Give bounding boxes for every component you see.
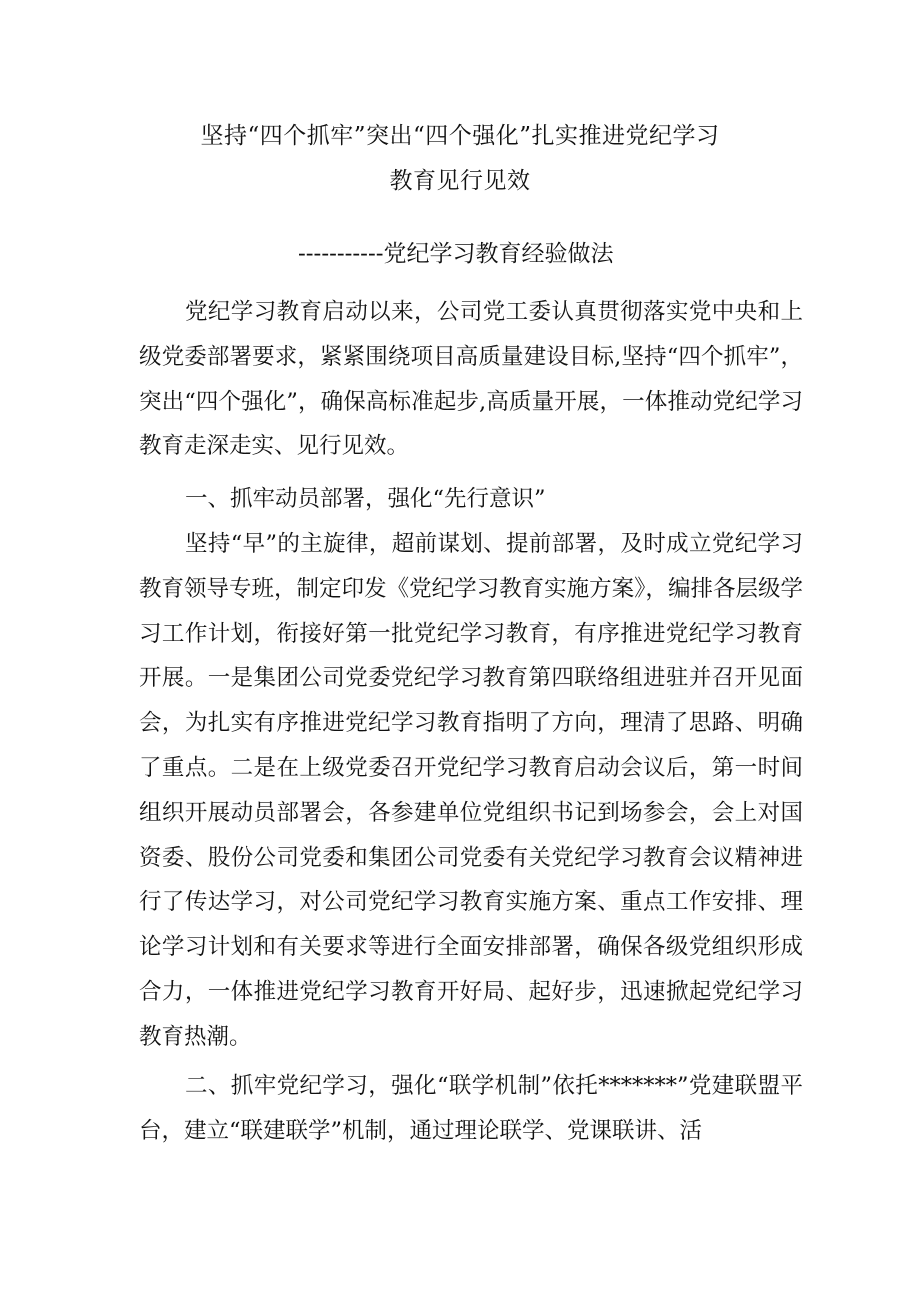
document-title-line1: 坚持“四个抓牢”突出“四个强化”扎实推进党纪学习 — [200, 123, 720, 149]
intro-paragraph: 党纪学习教育启动以来，公司党工委认真贯彻落实党中央和上级党委部署要求，紧紧围绕项目高质量建设目标,坚持“四个抓牢”，突出“四个强化”，确保高标准起步,高质量开展，一体推动党纪学习教育走深走实、见行见效。 — [139, 299, 803, 460]
section-heading-1: 一、抓牢动员部署，强化“先行意识” — [185, 486, 546, 512]
section-2-paragraph: 二、抓牢党纪学习，强化“联学机制”依托*******”党建联盟平台，建立“联建联学”机制，通过理论联学、党课联讲、活 — [139, 1073, 803, 1144]
document-subtitle: -----------党纪学习教育经验做法 — [298, 241, 614, 267]
section-1-paragraph: 坚持“早”的主旋律，超前谋划、提前部署，及时成立党纪学习教育领导专班，制定印发《党纪学习教育实施方案》，编排各层级学习工作计划，衔接好第一批党纪学习教育，有序推进党纪学习教育开展。一是集团公司党委党纪学习教育第四联络组进驻并召开见面会，为扎实有序推进党纪学习教育指明了方向，理清了思路、明确了重点。二是在上级党委召开党纪学习教育启动会议后，第一时间组织开展动员部署会，各参建单位党组织书记到场参会，会上对国资委、股份公司党委和集团公司党委有关党纪学习教育会议精神进行了传达学习，对公司党纪学习教育实施方案、重点工作安排、理论学习计划和有关要求等进行全面安排部署，确保各级党组织形成合力，一体推进党纪学习教育开好局、起好步，迅速掀起党纪学习教育热潮。 — [139, 531, 803, 1050]
document-title-line2: 教育见行见效 — [389, 168, 531, 194]
